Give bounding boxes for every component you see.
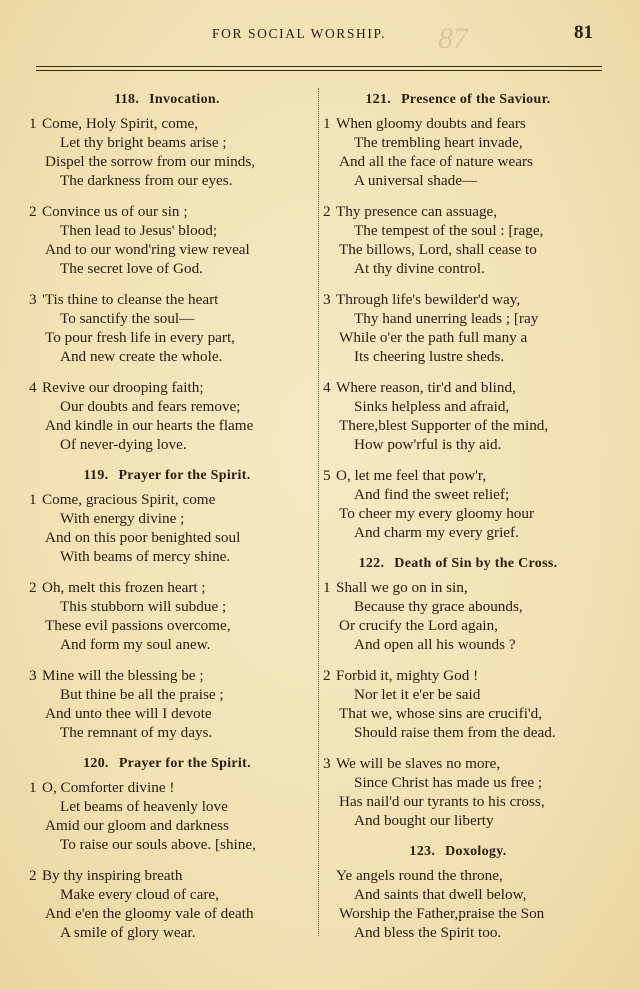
verse-text: Then lead to Jesus' blood;: [60, 222, 218, 239]
verse-text: Make every cloud of care,: [60, 886, 219, 903]
verse-text: Or crucify the Lord again,: [339, 617, 498, 634]
verse-line: [26, 685, 308, 704]
stanza-number: 4: [29, 379, 37, 396]
verse-text: Come, Holy Spirit, come,: [42, 115, 199, 132]
verse-line: [26, 152, 308, 171]
stanza: [320, 866, 596, 942]
verse-line: [320, 171, 596, 190]
verse-text: Convince us of our sin ;: [42, 203, 188, 220]
verse-text: And kindle in our hearts the flame: [45, 417, 254, 434]
verse-line: [320, 347, 596, 366]
stanza: [26, 490, 308, 566]
verse-line: [320, 290, 596, 309]
verse-text: Since Christ has made us free ;: [354, 774, 543, 791]
verse-line: [26, 866, 308, 885]
verse-text: When gloomy doubts and fears: [336, 115, 526, 132]
verse-text: There,blest Supporter of the mind,: [339, 417, 549, 434]
verse-text: Worship the Father,praise the Son: [339, 905, 545, 922]
verse-text: And all the face of nature wears: [339, 153, 533, 170]
stanza: [26, 666, 308, 742]
verse-text: And to our wond'ring view reveal: [45, 241, 250, 258]
stanza-number: 2: [29, 203, 37, 220]
stanza-number: 5: [323, 467, 331, 484]
stanza-number: 1: [29, 491, 37, 508]
stanza: [320, 378, 596, 454]
verse-line: [26, 816, 308, 835]
pencil-annotation: 87: [438, 22, 468, 55]
verse-line: [320, 666, 596, 685]
stanza-number: 3: [29, 667, 37, 684]
stanza-number: 3: [323, 755, 331, 772]
verse-line: [26, 133, 308, 152]
verse-text: The tempest of the soul : [rage,: [354, 222, 544, 239]
header-rule: [36, 66, 602, 67]
verse-line: [26, 778, 308, 797]
verse-line: [26, 397, 308, 416]
verse-line: [26, 835, 308, 854]
verse-line: [320, 885, 596, 904]
verse-text: To sanctify the soul—: [60, 310, 195, 327]
verse-line: [26, 114, 308, 133]
verse-line: [26, 885, 308, 904]
verse-text: To cheer my every gloomy hour: [339, 505, 535, 522]
verse-line: [320, 923, 596, 942]
verse-text: The billows, Lord, shall cease to: [339, 241, 537, 258]
stanza-number: 1: [29, 115, 37, 132]
hymn-heading: Death of Sin by the Cross.: [394, 556, 558, 571]
verse-line: [320, 152, 596, 171]
stanza-number: 2: [29, 579, 37, 596]
hymn-number: 120.: [83, 756, 109, 771]
verse-line: [26, 723, 308, 742]
verse-line: [320, 578, 596, 597]
verse-line: [320, 378, 596, 397]
verse-line: [26, 221, 308, 240]
hymn-heading: Prayer for the Spirit.: [118, 756, 251, 771]
verse-text: And new create the whole.: [60, 348, 223, 365]
hymn-heading: Presence of the Saviour.: [401, 92, 551, 107]
right-column: [320, 90, 596, 954]
verse-text: These evil passions overcome,: [45, 617, 231, 634]
verse-line: [320, 309, 596, 328]
verse-text: Let thy bright beams arise ;: [60, 134, 227, 151]
verse-line: [26, 240, 308, 259]
verse-line: [320, 416, 596, 435]
hymn-title: [26, 90, 308, 110]
hymn-number: 121.: [365, 92, 392, 107]
verse-line: [320, 504, 596, 523]
verse-line: [26, 578, 308, 597]
verse-line: [320, 523, 596, 542]
verse-text: And e'en the gloomy vale of death: [45, 905, 254, 922]
stanza: [320, 202, 596, 278]
verse-text: The remnant of my days.: [60, 724, 213, 741]
verse-text: Ye angels round the throne,: [336, 867, 503, 884]
hymn-number: 122.: [358, 556, 385, 571]
hymn-title: [320, 554, 596, 574]
stanza: [320, 466, 596, 542]
verse-text: Because thy grace abounds,: [354, 598, 523, 615]
stanza: [26, 578, 308, 654]
page-number: 81: [574, 22, 593, 43]
verse-text: Mine will the blessing be ;: [42, 667, 204, 684]
verse-text: That we, whose sins are crucifi'd,: [339, 705, 543, 722]
stanza-number: 2: [29, 867, 37, 884]
verse-line: [320, 754, 596, 773]
hymn-number: 118.: [114, 92, 140, 107]
verse-text: Of never-dying love.: [60, 436, 187, 453]
stanza-number: 2: [323, 667, 331, 684]
verse-line: [320, 866, 596, 885]
verse-text: And form my soul anew.: [60, 636, 211, 653]
verse-text: While o'er the path full many a: [339, 329, 528, 346]
verse-line: [320, 202, 596, 221]
page-header: [0, 22, 640, 55]
verse-line: [26, 597, 308, 616]
verse-text: Should raise them from the dead.: [354, 724, 556, 741]
verse-text: And open all his wounds ?: [354, 636, 516, 653]
stanza: [320, 290, 596, 366]
verse-text: Our doubts and fears remove;: [60, 398, 241, 415]
verse-line: [26, 666, 308, 685]
verse-text: And find the sweet relief;: [354, 486, 510, 503]
verse-line: [320, 466, 596, 485]
verse-line: [26, 490, 308, 509]
verse-line: [320, 635, 596, 654]
stanza: [26, 866, 308, 942]
hymn-number: 123.: [409, 844, 436, 859]
verse-text: With beams of mercy shine.: [60, 548, 231, 565]
verse-line: [26, 797, 308, 816]
verse-text: Forbid it, mighty God !: [336, 667, 479, 684]
verse-line: [320, 133, 596, 152]
verse-text: Let beams of heavenly love: [60, 798, 228, 815]
verse-line: [26, 904, 308, 923]
hymn-heading: Prayer for the Spirit.: [118, 468, 251, 483]
verse-text: Revive our drooping faith;: [42, 379, 204, 396]
verse-text: We will be slaves no more,: [336, 755, 501, 772]
verse-line: [320, 328, 596, 347]
stanza: [26, 114, 308, 190]
verse-text: 'Tis thine to cleanse the heart: [42, 291, 219, 308]
hymn-title: [26, 754, 308, 774]
verse-line: [26, 202, 308, 221]
verse-line: [320, 723, 596, 742]
verse-text: Come, gracious Spirit, come: [42, 491, 216, 508]
verse-line: [26, 328, 308, 347]
verse-text: By thy inspiring breath: [42, 867, 183, 884]
verse-text: O, let me feel that pow'r,: [336, 467, 487, 484]
verse-line: [320, 240, 596, 259]
left-column: [26, 90, 308, 954]
verse-line: [320, 792, 596, 811]
verse-text: Its cheering lustre sheds.: [354, 348, 505, 365]
verse-text: The secret love of God.: [60, 260, 203, 277]
verse-text: But thine be all the praise ;: [60, 686, 224, 703]
verse-text: Nor let it e'er be said: [354, 686, 481, 703]
verse-line: [26, 509, 308, 528]
verse-text: Where reason, tir'd and blind,: [336, 379, 516, 396]
verse-text: Dispel the sorrow from our minds,: [45, 153, 256, 170]
verse-text: At thy divine control.: [354, 260, 485, 277]
stanza-number: 2: [323, 203, 331, 220]
verse-text: The darkness from our eyes.: [60, 172, 233, 189]
verse-text: And charm my every grief.: [354, 524, 519, 541]
stanza-number: 3: [323, 291, 331, 308]
hymn-title: [320, 842, 596, 862]
verse-text: And saints that dwell below,: [354, 886, 527, 903]
verse-line: [320, 397, 596, 416]
verse-line: [320, 811, 596, 830]
verse-line: [26, 347, 308, 366]
verse-line: [320, 773, 596, 792]
verse-line: [320, 114, 596, 133]
stanza: [320, 754, 596, 830]
running-title: FOR SOCIAL WORSHIP.: [212, 26, 387, 41]
verse-line: [26, 416, 308, 435]
verse-line: [26, 635, 308, 654]
verse-text: And bought our liberty: [354, 812, 494, 829]
verse-text: O, Comforter divine !: [42, 779, 175, 796]
verse-line: [26, 616, 308, 635]
verse-text: How pow'rful is thy aid.: [354, 436, 502, 453]
stanza: [320, 666, 596, 742]
verse-line: [26, 923, 308, 942]
hymn-number: 119.: [83, 468, 109, 483]
verse-text: Thy presence can assuage,: [336, 203, 498, 220]
verse-text: A universal shade—: [354, 172, 478, 189]
verse-line: [26, 704, 308, 723]
verse-text: And on this poor benighted soul: [45, 529, 241, 546]
stanza: [26, 290, 308, 366]
stanza-number: 1: [29, 779, 37, 796]
verse-line: [26, 309, 308, 328]
stanza-number: 3: [29, 291, 37, 308]
stanza: [26, 778, 308, 854]
verse-line: [320, 616, 596, 635]
verse-text: Amid our gloom and darkness: [45, 817, 229, 834]
verse-line: [320, 221, 596, 240]
stanza: [320, 114, 596, 190]
stanza: [26, 378, 308, 454]
verse-line: [26, 171, 308, 190]
verse-line: [320, 685, 596, 704]
verse-text: The trembling heart invade,: [354, 134, 523, 151]
stanza-number: 1: [323, 115, 331, 132]
hymn-title: [320, 90, 596, 110]
verse-text: This stubborn will subdue ;: [60, 598, 227, 615]
verse-text: And bless the Spirit too.: [354, 924, 502, 941]
hymn-title: [26, 466, 308, 486]
stanza-number: 4: [323, 379, 331, 396]
verse-line: [26, 528, 308, 547]
column-divider: [318, 88, 319, 936]
header-rule-thin: [36, 70, 602, 71]
verse-text: To pour fresh life in every part,: [45, 329, 235, 346]
verse-text: Has nail'd our tyrants to his cross,: [339, 793, 545, 810]
verse-text: Shall we go on in sin,: [336, 579, 468, 596]
verse-text: And unto thee will I devote: [45, 705, 212, 722]
verse-text: To raise our souls above. [shine,: [60, 836, 256, 853]
verse-text: Thy hand unerring leads ; [ray: [354, 310, 539, 327]
stanza: [320, 578, 596, 654]
verse-line: [320, 597, 596, 616]
verse-text: Sinks helpless and afraid,: [354, 398, 510, 415]
verse-line: [320, 259, 596, 278]
verse-text: Oh, melt this frozen heart ;: [42, 579, 206, 596]
verse-line: [26, 378, 308, 397]
hymn-heading: Invocation.: [149, 92, 220, 107]
verse-text: A smile of glory wear.: [60, 924, 196, 941]
verse-line: [26, 259, 308, 278]
verse-line: [320, 485, 596, 504]
hymn-heading: Doxology.: [445, 844, 507, 859]
stanza-number: 1: [323, 579, 331, 596]
verse-line: [26, 547, 308, 566]
verse-line: [320, 435, 596, 454]
verse-text: Through life's bewilder'd way,: [336, 291, 521, 308]
verse-line: [320, 704, 596, 723]
verse-text: With energy divine ;: [60, 510, 185, 527]
verse-line: [26, 290, 308, 309]
verse-line: [26, 435, 308, 454]
verse-line: [320, 904, 596, 923]
stanza: [26, 202, 308, 278]
